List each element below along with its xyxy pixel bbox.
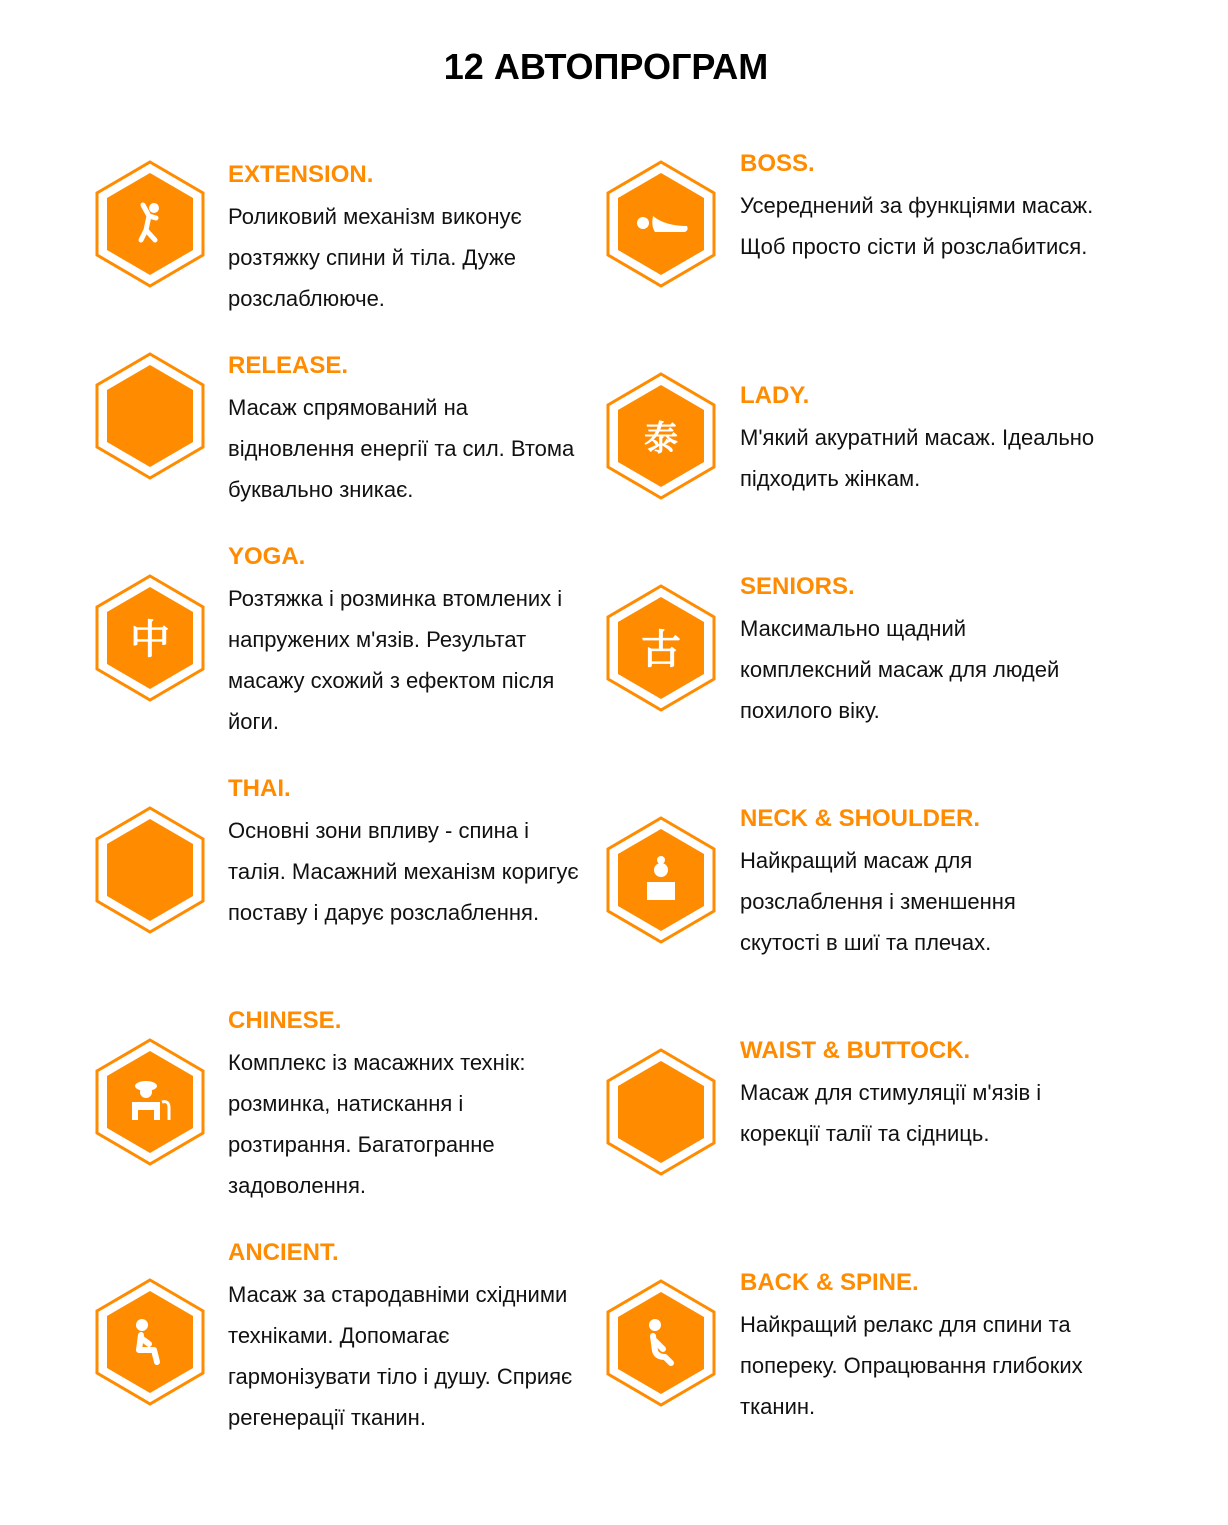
stretching-figure-icon <box>94 160 206 288</box>
program-description: Усереднений за функціями масаж. Щоб просто сісти й розслабитися. <box>740 193 1094 259</box>
program-title: ANCIENT. <box>228 1239 339 1266</box>
program-description: Найкращий релакс для спини та попереку. Опрацювання глибоких тканин. <box>740 1312 1083 1419</box>
thai-character-icon <box>605 372 717 500</box>
reclining-figure-icon <box>605 1279 717 1407</box>
program-title: EXTENSION. <box>228 161 374 188</box>
svg-text:中: 中 <box>130 617 170 663</box>
program-description: Основні зони впливу - спина і талія. Масажний механізм коригує поставу і дарує розслаблення. <box>228 818 579 925</box>
program-description: Найкращий масаж для розслаблення і зменшення скутості в шиї та плечах. <box>740 848 1016 955</box>
program-description: Роликовий механізм виконує розтяжку спини й тіла. Дуже розслаблююче. <box>228 204 522 311</box>
woman-figure-icon <box>605 816 717 944</box>
blank-icon <box>94 806 206 934</box>
program-description: Максимально щадний комплексний масаж для людей похилого віку. <box>740 616 1060 723</box>
program-title: WAIST & BUTTOCK. <box>740 1037 971 1064</box>
chinese-character-icon <box>94 574 206 702</box>
seated-figure-icon <box>94 1278 206 1406</box>
program-description: Масаж для стимуляції м'язів і корекції талії та сідниць. <box>740 1080 1042 1146</box>
program-description: Масаж за стародавніми східними техніками. Допомагає гармонізувати тіло і душу. Сприяє регенерації тканин. <box>228 1282 573 1430</box>
program-title: BOSS. <box>740 150 815 177</box>
program-description: Розтяжка і розминка втомлених і напружених м'язів. Результат масажу схожий з ефектом після йоги. <box>228 586 563 734</box>
program-title: SENIORS. <box>740 573 855 600</box>
program-title: CHINESE. <box>228 1007 342 1034</box>
program-description: Масаж спрямований на відновлення енергії та сил. Втома буквально зникає. <box>228 395 575 502</box>
program-description: Комплекс із масажних технік: розминка, натискання і розтирання. Багатогранне задоволення. <box>228 1050 526 1198</box>
program-title: YOGA. <box>228 543 306 570</box>
blank-icon <box>605 1048 717 1176</box>
program-title: THAI. <box>228 775 291 802</box>
ancient-character-icon <box>605 584 717 712</box>
page-title: 12 АВТОПРОГРАМ <box>443 46 769 87</box>
program-title: LADY. <box>740 382 810 409</box>
program-description: М'який акуратний масаж. Ідеально підходить жінкам. <box>740 425 1095 491</box>
lying-figure-icon <box>605 160 717 288</box>
svg-text:泰: 泰 <box>644 419 678 459</box>
program-title: NECK & SHOULDER. <box>740 805 981 832</box>
blank-icon <box>94 352 206 480</box>
senior-figure-icon <box>94 1038 206 1166</box>
program-title: BACK & SPINE. <box>740 1269 919 1296</box>
svg-text:古: 古 <box>641 627 681 673</box>
program-title: RELEASE. <box>228 352 349 379</box>
